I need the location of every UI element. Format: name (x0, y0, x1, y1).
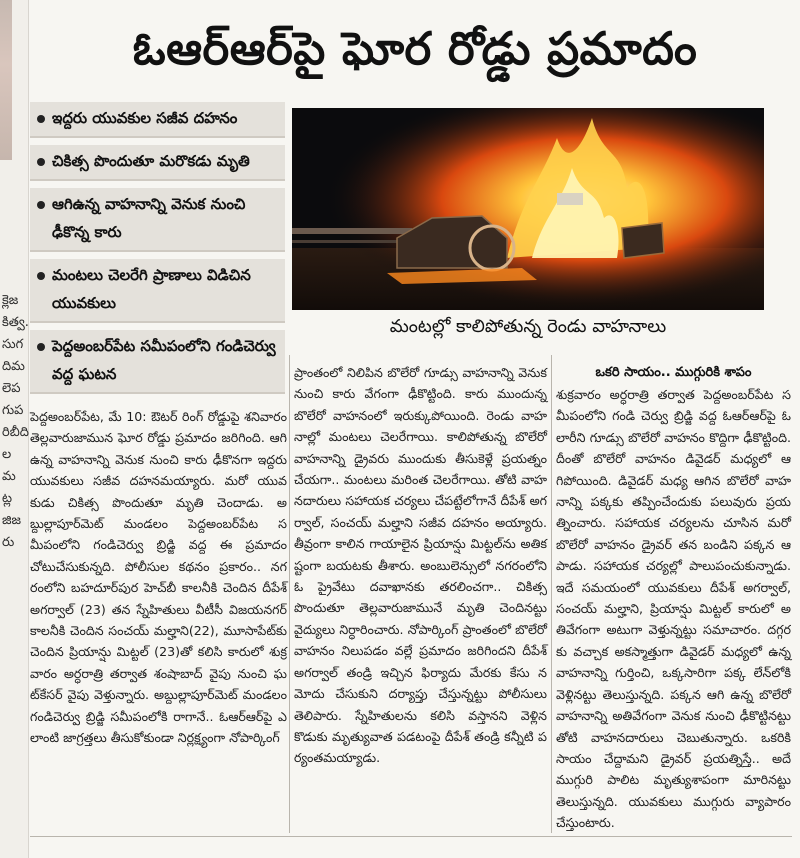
bottom-border (30, 836, 792, 837)
bullet-item: ఆగిఉన్న వాహనాన్ని వెనుక నుంచి ఢీకొన్న కారు (30, 188, 285, 252)
photo-caption: మంటల్లో కాలిపోతున్న రెండు వాహనాలు (389, 316, 667, 337)
bullet-item: మంటలు చెలరేగి ప్రాణాలు విడిచిన యువకులు (30, 259, 285, 323)
bullet-item: పెద్దఅంబర్‌పేట సమీపంలోని గండిచెర్వు వద్ద ఘటన (30, 330, 285, 394)
article-text: పెద్దఅంబర్‌పేట, మే 10: ఔటర్ రింగ్ రోడ్డుపై శనివారం తెల్లవారుజామున ఘోర రోడ్డు ప్రమాదం జరిగింది. ఆగి ఉన్న వాహనాన్ని వెనుక నుంచి కారు ఢీకొనగా ఇద్దరు యువకులు సజీవ దహనమయ్యారు. మరో యువకుడు చికిత్స పొందుతూ మృతి చెందాడు. అబ్దుల్లాపూర్‌మెట్ మండలం పెద్దఅంబర్‌పేట సమీపంలోని గండిచెర్వు బ్రిడ్జి వద్ద ఈ ప్రమాదం చోటుచేసుకున్నది. పోలీసుల కథనం ప్రకారం.. నగరంలోని బహదూర్‌పుర హెచ్‌బీ కాలనీకి చెందిన దీపేశ్ అగర్వాల్ (23) తన స్నేహితులు వీటీసీ విజయనగర్ కాలనీకి చెందిన సంచయ్ మల్హాని(22), మూసాపేట్‌కు చెందిన ప్రియాన్షు మిట్టల్ (23)తో కలిసి కారులో శుక్రవారం అర్ధరాత్రి తర్వాత శంషాబాద్ వైపు నుంచి ఘట్‌కేసర్ వైపు వెళ్తున్నారు. అబ్దుల్లాపూర్‌మెట్ మండలం గండిచెర్వు బ్రిడ్జి సమీపంలోకి రాగానే.. ఓఆర్ఆర్‌పై ఎలాంటి జాగ్రత్తలు తీసుకోకుండా నిర్లక్ష్యంగా నోపార్కింగ్ (30, 409, 287, 746)
article-text: శుక్రవారం అర్ధరాత్రి తర్వాత పెద్దఅంబర్‌పేట సమీపంలోని గండి చెర్వు బ్రిడ్జి వద్ద ఓఆర్ఆర్‌పై ఓ లారీని గూడ్సు బొలేరో వాహనం కొద్దిగా ఢీకొట్టింది. దీంతో బొలేరో వాహనం డివైడర్ మధ్యలో ఆగిపోయింది. డివైడర్ మధ్య ఆగిన బొలేరో వాహనాన్ని పక్కకు తప్పించేందుకు పలువురు ప్రయత్నించారు. సహాయక చర్యలను చూసిన మరో బొలేరో వాహనం డ్రైవర్ తన బండిని పక్కన ఆపాడు. సహాయక చర్యల్లో పాలుపంచుకున్నాడు. ఇదే సమయంలో యువకులు దీపేశ్ అగర్వాల్, సంచయ్ మల్హాని, ప్రియాన్షు మిట్టల్ కారులో అతివేగంగా అటుగా వెళ్తున్నట్టు సమాచారం. దగ్గరకు వచ్చాక అకస్మాత్తుగా డివైడర్ మధ్యలో ఉన్న వాహనాన్ని గుర్తించి, ఒక్కసారిగా పక్క లేన్‌లోకి వెళ్లినట్టు తెలుస్తున్నది. పక్కన ఆగి ఉన్న బొలేరో వాహనాన్ని అతివేగంగా వెనుక నుంచి ఢీకొట్టినట్టు తోటి వాహనదారులు చెబుతున్నారు. ఒకరికి సాయం చేద్దామని డ్రైవర్ ప్రయత్నిస్తే.. అదే ముగ్గురి పాలిట మృత్యుశాపంగా మారినట్టు తెలుస్తున్నది. యువకులు ముగ్గురు వ్యాపారం చేస్తుంటారు. (556, 387, 791, 831)
article-column-1 (30, 406, 287, 749)
bullet-item: ఇద్దరు యువకుల సజీవ దహనం (30, 102, 285, 138)
adjacent-page-strip (0, 0, 29, 858)
article-text: ప్రాంతంలో నిలిపిన బొలేరో గూడ్సు వాహనాన్ని వెనుక నుంచి కారు వేగంగా ఢీకొట్టింది. కారు ముందున్న బొలేరో వాహనంలో ఇరుక్కుపోయింది. రెండు వాహనాల్లో మంటలు చెలరేగాయి. కాలిపోతున్న బొలేరో వాహనాన్ని డ్రైవరు ముందుకు తీసుకెళ్లే ప్రయత్నం చేయగా.. మంటలు మరింత చెలరేగాయి. తోటి వాహనదారులు సహాయక చర్యలు చేపట్టేలోగానే దీపేశ్ అగర్వాల్, సంచయ్ మల్హాని సజీవ దహనం అయ్యారు. తీవ్రంగా కాలిన గాయాలైన ప్రియాన్షు మిట్టల్‌ను అతికష్టంగా బయటకు తీశారు. అంబులెన్సులో నగరంలోని ఓ ప్రైవేటు దవాఖానకు తరలించగా.. చికిత్స పొందుతూ తెల్లవారుజామునే మృతి చెందినట్టు వైద్యులు నిర్ధారించారు. నోపార్కింగ్ ప్రాంతంలో బొలేరో వాహనం నిలుపడం వల్లే ప్రమాదం జరిగిందని దీపేశ్ అగర్వాల్ తండ్రి ఇచ్చిన ఫిర్యాదు మేరకు కేసు నమోదు చేసుకుని దర్యాప్తు చేస్తున్నట్టు పోలీసులు తెలిపారు. స్నేహితులను కలిసి వస్తానని వెళ్లిన కొడుకు మృత్యువాత పడటంపై దీపేశ్ తండ్రి కన్నీటి పర్యంతమయ్యాడు. (294, 365, 547, 766)
column-divider (289, 355, 290, 833)
adjacent-page-image (0, 0, 12, 160)
column-divider (551, 355, 552, 833)
article-column-2 (294, 362, 547, 769)
news-photo-burning-vehicles (292, 108, 764, 310)
bullet-item: చికిత్స పొందుతూ మరొకడు మృతి (30, 145, 285, 181)
article-column-3 (556, 362, 791, 834)
fire-illustration (292, 108, 764, 310)
adjacent-page-text: క్లెజకిత్వ.సుగదిమలెపగుపరిబీదిలమట్లజిజరు (2, 293, 29, 550)
highlight-bullets (30, 102, 285, 401)
page-title: ఓఆర్ఆర్‌పై ఘోర రోడ్డు ప్రమాదం (132, 22, 698, 75)
section-subheading: ఒకరి సాయం.. ముగ్గురికి శాపం (595, 365, 752, 380)
